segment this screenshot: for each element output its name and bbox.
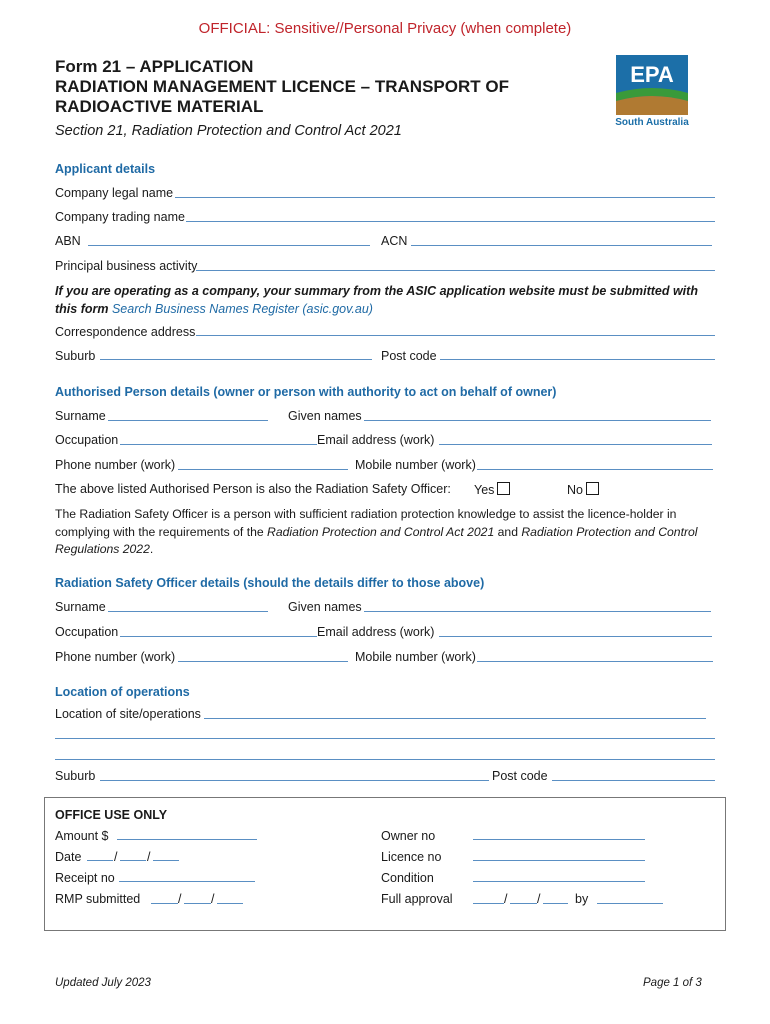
rso-question: The above listed Authorised Person is also the Radiation Safety Officer:: [55, 482, 451, 496]
condition-field[interactable]: [473, 881, 645, 882]
ap-occupation-field[interactable]: [120, 444, 317, 445]
location-site-label: Location of site/operations: [55, 707, 201, 721]
rso-given-names-field[interactable]: [364, 611, 711, 612]
logo-text: EPA: [630, 62, 674, 87]
amount-field[interactable]: [117, 839, 257, 840]
acn-field[interactable]: [411, 245, 712, 246]
classification-banner: OFFICIAL: Sensitive//Personal Privacy (when complete): [198, 20, 572, 37]
ap-phone-label: Phone number (work): [55, 458, 176, 472]
title-line-2: RADIATION MANAGEMENT LICENCE – TRANSPORT OF: [55, 77, 509, 96]
asic-note: [55, 282, 715, 318]
applicant-suburb-field[interactable]: [100, 359, 372, 360]
form-title: [55, 57, 575, 117]
rso-occupation-label: Occupation: [55, 625, 119, 639]
abn-label: ABN: [55, 234, 81, 248]
rso-surname-label: Surname: [55, 600, 106, 614]
correspondence-address-field[interactable]: [196, 335, 715, 336]
regulations-name: Radiation Protection and Control Regulations 2022: [55, 524, 698, 556]
yes-checkbox[interactable]: [497, 482, 510, 495]
ap-given-names-label: Given names: [288, 409, 362, 423]
date-month-field[interactable]: [120, 860, 146, 861]
rso-explanation-end: .: [149, 542, 154, 556]
applicant-heading: Applicant details: [55, 162, 156, 176]
no-label: No: [567, 483, 583, 497]
rmp-submitted-label: RMP submitted: [55, 892, 141, 906]
ap-surname-label: Surname: [55, 409, 106, 423]
rso-given-names-label: Given names: [288, 600, 362, 614]
company-legal-name-field[interactable]: [175, 197, 715, 198]
yes-label: Yes: [474, 483, 495, 497]
condition-label: Condition: [381, 871, 434, 885]
approval-slash-2: /: [537, 892, 541, 906]
no-checkbox[interactable]: [586, 482, 599, 495]
rmp-slash-1: /: [178, 892, 182, 906]
applicant-suburb-label: Suburb: [55, 349, 96, 363]
approval-by-field[interactable]: [597, 903, 663, 904]
rso-explanation-text: The Radiation Safety Officer is a person with sufficient radiation protection knowledge to assist the licence-holder in complying with the requirements of the: [55, 507, 677, 539]
rso-email-field[interactable]: [439, 636, 712, 637]
ap-surname-field[interactable]: [108, 420, 268, 421]
footer-page-number: Page 1 of 3: [643, 977, 702, 989]
rso-surname-field[interactable]: [108, 611, 268, 612]
rso-occupation-field[interactable]: [120, 636, 317, 637]
rso-explanation: [55, 506, 720, 559]
office-use-title: OFFICE USE ONLY: [55, 808, 168, 822]
principal-business-label: Principal business activity: [55, 259, 198, 273]
ap-mobile-label: Mobile number (work): [355, 458, 476, 472]
asic-note-text: If you are operating as a company, your summary from the ASIC application website must be submitted with this form: [55, 284, 698, 316]
date-slash-2: /: [147, 850, 151, 864]
location-line-3[interactable]: [55, 759, 715, 760]
rmp-slash-2: /: [211, 892, 215, 906]
owner-no-label: Owner no: [381, 829, 436, 843]
ap-mobile-field[interactable]: [477, 469, 713, 470]
rso-mobile-label: Mobile number (work): [355, 650, 476, 664]
rso-heading: Radiation Safety Officer details (should the details differ to those above): [55, 576, 485, 590]
rmp-month-field[interactable]: [184, 903, 211, 904]
asic-register-link[interactable]: Search Business Names Register (asic.gov.au): [111, 302, 373, 316]
rso-email-label: Email address (work): [317, 625, 435, 639]
date-day-field[interactable]: [87, 860, 113, 861]
approval-year-field[interactable]: [543, 903, 568, 904]
location-postcode-field[interactable]: [552, 780, 715, 781]
location-postcode-label: Post code: [492, 769, 548, 783]
rmp-day-field[interactable]: [151, 903, 178, 904]
approval-slash-1: /: [504, 892, 508, 906]
receipt-no-label: Receipt no: [55, 871, 115, 885]
location-line-2[interactable]: [55, 738, 715, 739]
rso-phone-field[interactable]: [178, 661, 348, 662]
approval-month-field[interactable]: [510, 903, 537, 904]
epa-logo: [616, 55, 688, 115]
location-suburb-field[interactable]: [100, 780, 489, 781]
title-line-1: Form 21 – APPLICATION: [55, 57, 254, 76]
company-trading-name-field[interactable]: [186, 221, 715, 222]
location-site-field[interactable]: [204, 718, 706, 719]
ap-phone-field[interactable]: [178, 469, 348, 470]
applicant-postcode-label: Post code: [381, 349, 437, 363]
principal-business-field[interactable]: [196, 270, 715, 271]
licence-no-field[interactable]: [473, 860, 645, 861]
logo-subtitle: South Australia: [615, 117, 689, 128]
owner-no-field[interactable]: [473, 839, 645, 840]
rso-no-option[interactable]: [567, 482, 599, 497]
approval-by-label: by: [575, 892, 589, 906]
approval-day-field[interactable]: [473, 903, 504, 904]
applicant-postcode-field[interactable]: [440, 359, 715, 360]
receipt-no-field[interactable]: [119, 881, 255, 882]
date-slash-1: /: [114, 850, 118, 864]
rso-phone-label: Phone number (work): [55, 650, 176, 664]
ap-occupation-label: Occupation: [55, 433, 119, 447]
ap-email-label: Email address (work): [317, 433, 435, 447]
form-subtitle: Section 21, Radiation Protection and Control Act 2021: [55, 123, 402, 139]
ap-email-field[interactable]: [439, 444, 712, 445]
amount-label: Amount $: [55, 829, 109, 843]
location-heading: Location of operations: [55, 685, 190, 699]
licence-no-label: Licence no: [381, 850, 442, 864]
footer-updated: Updated July 2023: [55, 977, 151, 989]
abn-field[interactable]: [88, 245, 370, 246]
act-name: Radiation Protection and Control Act 2021: [267, 524, 495, 539]
authorised-heading: Authorised Person details (owner or person with authority to act on behalf of owner): [55, 385, 557, 399]
rso-mobile-field[interactable]: [477, 661, 713, 662]
correspondence-address-label: Correspondence address: [55, 325, 196, 339]
acn-label: ACN: [381, 234, 408, 248]
rso-explanation-and: and: [494, 524, 522, 539]
full-approval-label: Full approval: [381, 892, 453, 906]
rso-yes-option[interactable]: [474, 482, 510, 497]
title-line-3: RADIOACTIVE MATERIAL: [55, 97, 264, 116]
company-legal-name-label: Company legal name: [55, 186, 174, 200]
ap-given-names-field[interactable]: [364, 420, 711, 421]
date-year-field[interactable]: [153, 860, 179, 861]
date-label: Date: [55, 850, 82, 864]
company-trading-name-label: Company trading name: [55, 210, 185, 224]
location-suburb-label: Suburb: [55, 769, 96, 783]
rmp-year-field[interactable]: [217, 903, 243, 904]
